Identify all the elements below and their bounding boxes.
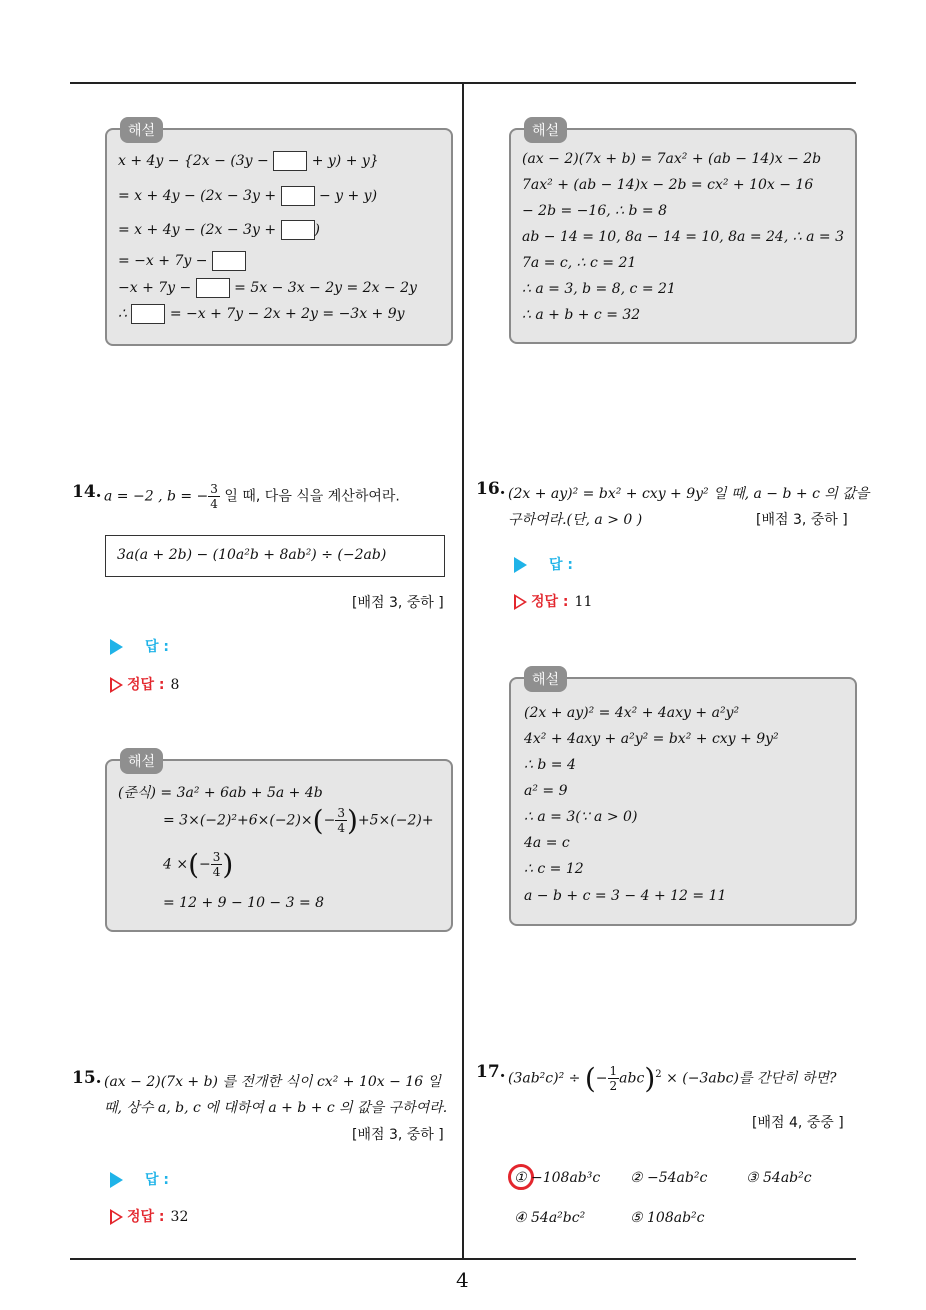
denominator: 4 <box>210 497 218 511</box>
sol14-line-1: (준식) = 3a² + 6ab + 5a + 4b <box>118 785 323 801</box>
correct-answer <box>110 674 179 694</box>
fraction <box>211 850 223 879</box>
sol15-line: ∴ a = 3, b = 8, c = 21 <box>522 281 676 297</box>
correct-label: 정답 : <box>127 677 165 693</box>
blank-box <box>131 304 165 324</box>
question-text: 일 때, 다음 식을 계산하여라. <box>224 488 400 505</box>
q14-prompt <box>104 482 400 511</box>
sol15-line: 7a = c, ∴ c = 21 <box>522 255 637 271</box>
solution-tag: 해설 <box>120 117 163 143</box>
denominator: 2 <box>609 1079 618 1093</box>
answer-field[interactable] <box>110 636 169 656</box>
q14-expression: 3a(a + 2b) − (10a²b + 8ab²) ÷ (−2ab) <box>117 547 387 563</box>
question-number: 16. <box>476 479 506 499</box>
fraction <box>608 1064 620 1093</box>
correct-value: 32 <box>170 1209 189 1225</box>
q16-line-2: 구하여라.(단, a > 0 ) <box>508 512 643 528</box>
answer-label: 답 : <box>549 557 573 573</box>
text: = −x + 7y − 2x + 2y = −3x + 9y <box>169 306 405 322</box>
text: +5×(−2)+ <box>357 812 434 829</box>
sol15-line: 7ax² + (ab − 14)x − 2b = cx² + 10x − 16 <box>522 177 814 193</box>
correct-value: 11 <box>574 594 593 610</box>
text: x + 4y − {2x − (3y − <box>118 153 274 169</box>
correct-value: 8 <box>170 677 180 693</box>
fraction <box>335 806 347 835</box>
blank-box <box>212 251 246 271</box>
text: (3ab²c)² ÷ <box>508 1070 581 1087</box>
score-label: [배점 4, 중중 ] <box>752 1115 844 1131</box>
paren: ) <box>346 804 358 837</box>
sol15-line: ab − 14 = 10, 8a − 14 = 10, 8a = 24, ∴ a = 3 <box>522 229 844 245</box>
choice-3[interactable]: ③ 54ab²c <box>746 1170 812 1186</box>
sol16-line: a − b + c = 3 − 4 + 12 = 11 <box>524 888 727 904</box>
blank-box <box>196 278 230 298</box>
blank-box <box>273 151 307 171</box>
choice-4[interactable]: ④ 54a²bc² <box>514 1210 586 1226</box>
q16-line-1: (2x + ay)² = bx² + cxy + 9y² 일 때, a − b + c 의 값을 <box>508 486 870 502</box>
question-number: 15. <box>72 1068 102 1088</box>
solution-tag: 해설 <box>120 748 163 774</box>
sol15-line: (ax − 2)(7x + b) = 7ax² + (ab − 14)x − 2b <box>522 151 822 167</box>
paren: ( <box>584 1062 596 1095</box>
sol14-line-3: 4 ×(− $\frac{3}{4}$ ) <box>163 848 234 881</box>
play-icon <box>514 557 527 573</box>
play-icon <box>110 639 123 655</box>
outline-triangle-icon <box>110 1209 123 1225</box>
sol16-line: ∴ b = 4 <box>524 757 576 773</box>
text: 4 × <box>163 856 189 873</box>
text: − y + y) <box>318 188 378 204</box>
q15-line-2: 때, 상수 a, b, c 에 대하여 a + b + c 의 값을 구하여라. <box>104 1100 448 1116</box>
sol14-line-4: = 12 + 9 − 10 − 3 = 8 <box>163 895 325 911</box>
paren: ( <box>312 804 324 837</box>
answer-label: 답 : <box>145 1172 169 1188</box>
text: = 3×(−2)²+6×(−2)× <box>163 812 313 829</box>
text: = x + 4y − (2x − 3y + <box>118 222 281 238</box>
sol13-line-3 <box>118 220 320 240</box>
text: = 5x − 3x − 2y = 2x − 2y <box>234 280 417 296</box>
bottom-rule <box>70 1258 856 1260</box>
score-label: [배점 3, 중하 ] <box>352 595 444 611</box>
solution-tag: 해설 <box>524 666 567 692</box>
question-number: 14. <box>72 482 102 502</box>
question-number: 17. <box>476 1062 506 1082</box>
answer-field[interactable] <box>514 554 573 574</box>
text: abc <box>619 1070 645 1087</box>
sol16-line: ∴ c = 12 <box>524 861 584 877</box>
choice-2[interactable]: ② −54ab²c <box>630 1170 708 1186</box>
text: + y) + y} <box>311 153 379 169</box>
sol13-line-2 <box>118 186 377 206</box>
sol15-line: ∴ a + b + c = 32 <box>522 307 641 323</box>
numerator: 3 <box>210 482 218 496</box>
paren: ) <box>222 848 234 881</box>
q17-prompt: (3ab²c)² ÷ (− $\frac{1}{2}$ abc)$^2$ × (−3abc)를 간단히 하면? <box>508 1062 837 1095</box>
text: × (−3abc)를 간단히 하면? <box>666 1070 837 1087</box>
sol16-line: (2x + ay)² = 4x² + 4axy + a²y² <box>524 705 740 721</box>
paren: ) <box>644 1062 656 1095</box>
sol16-line: 4x² + 4axy + a²y² = bx² + cxy + 9y² <box>524 731 779 747</box>
sol13-line-1 <box>118 151 379 171</box>
correct-answer <box>514 591 592 611</box>
fraction <box>208 482 220 511</box>
numerator: 1 <box>609 1064 618 1078</box>
blank-box <box>281 186 315 206</box>
q15-line-1: (ax − 2)(7x + b) 를 전개한 식이 cx² + 10x − 16 일 <box>104 1074 442 1090</box>
sol13-line-4 <box>118 251 246 271</box>
correct-label: 정답 : <box>127 1209 165 1225</box>
text: −x + 7y − <box>118 280 196 296</box>
denominator: 4 <box>212 865 221 879</box>
sol16-line: ∴ a = 3(∵ a > 0) <box>524 809 638 825</box>
sol13-line-5 <box>118 278 417 298</box>
play-icon <box>110 1172 123 1188</box>
denominator: 4 <box>337 821 345 835</box>
page-number: 4 <box>456 1268 469 1292</box>
sol14-line-2: = 3×(−2)²+6×(−2)×(− $\frac{3}{4}$ )+5×(−2)+ <box>163 804 434 837</box>
sol15-line: − 2b = −16, ∴ b = 8 <box>522 203 667 219</box>
text: = −x + 7y − <box>118 253 212 269</box>
answer-label: 답 : <box>145 639 169 655</box>
score-label: [배점 3, 중하 ] <box>756 512 848 528</box>
outline-triangle-icon <box>110 677 123 693</box>
solution-tag: 해설 <box>524 117 567 143</box>
text: = x + 4y − (2x − 3y + <box>118 188 281 204</box>
score-label: [배점 3, 중하 ] <box>352 1127 444 1143</box>
sol16-line: 4a = c <box>524 835 570 851</box>
choice-5[interactable]: ⑤ 108ab²c <box>630 1210 705 1226</box>
sol13-line-6 <box>118 304 405 324</box>
correct-label: 정답 : <box>531 594 569 610</box>
correct-answer <box>110 1206 188 1226</box>
choice-1[interactable]: ① −108ab³c <box>514 1170 601 1186</box>
condition: a = −2 , b = − <box>104 488 209 505</box>
blank-box <box>281 220 315 240</box>
numerator: 3 <box>212 850 221 864</box>
text: ) <box>314 222 320 238</box>
text: ∴ <box>118 306 132 322</box>
outline-triangle-icon <box>514 594 527 610</box>
answer-field[interactable] <box>110 1169 169 1189</box>
column-divider <box>462 82 464 1260</box>
paren: ( <box>188 848 200 881</box>
numerator: 3 <box>337 806 345 820</box>
sol16-line: a² = 9 <box>524 783 568 799</box>
